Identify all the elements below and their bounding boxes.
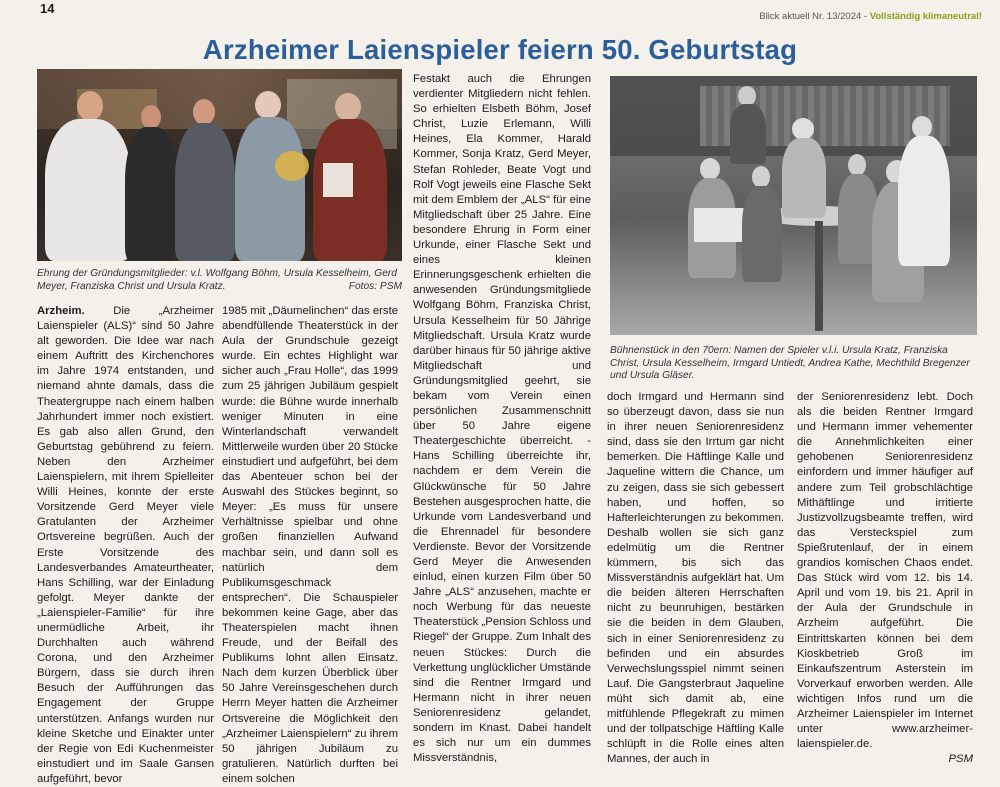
masthead-tagline: Vollständig klimaneutral! xyxy=(869,11,982,22)
page-number: 14 xyxy=(40,1,55,16)
photo-credit: Fotos: PSM xyxy=(348,280,402,292)
headline: Arzheimer Laienspieler feiern 50. Geburtstag xyxy=(202,34,798,65)
article-col1-text: Die „Arzheimer Laienspieler (ALS)“ sind 50 Jahre alt geworden. Die Idee war nach einem Auftritt des Kirchenchores im Jahre 1974 entstanden, und niemand ahnte damals, dass die Theatergruppe nach einem halben Jahrhundert immer noch existiert. Es gab also allen Grund, den Geburtstag gebührend zu feiern. Neben den Arzheimer Laienspielern, mit ihrem Spielleiter Willi Heines, konnte der erste Vorsitzende Gerd Meyer viele Gratulanten der Arzheimer Ortsvereine begrüßen. Auch der Erste Vorsitzende des Landesverbandes Amateurtheater, Hans Schilling, war der Einladung gefolgt. Meyer dankte der „Laienspieler-Familie“ für ihre unermüdliche Arbeit, ihr Durchhalten auch während Corona, und den Arzheimer Bürgern, dass sie durch ihren Besuch der Aufführungen das Engagement der Gruppe unterstützen. Anfangs wurden nur kleine Sketche und Einakter unter der Regie von Edi Kuchenmeister einstudiert und im Saale Gansen aufgeführt, bevor xyxy=(37,305,214,785)
article-column-1 xyxy=(37,304,214,787)
article-signoff: PSM xyxy=(948,753,973,766)
photo-founding-members xyxy=(37,69,402,261)
article-col4-text: doch Irmgard und Hermann sind so überzeugt davon, dass sie nun in ihrer neuen Seniorenresidenz sind, dass sie den Irrtum gar nicht bemerken. Die Häftlinge Kalle und Jaqueline wittern die Chance, um zu zeigen, dass sie sich gebessert haben, und hoffen, so Hafterleichterungen zu bekommen. Deshalb wollen sie sich ganz edelmütig um die Rentner kümmern, bis sich das Missverständnis aufgeklärt hat. Um die beiden älteren Herrschaften nicht zu beunruhigen, bestärken sie die beiden in dem Glauben, sich in einer Seniorenresidenz zu befinden und ein absurdes Verwechslungsspiel nimmt seinen Lauf. Die Gangsterbraut Jaqueline müht sich damit ab, eine mitfühlende Pflegekraft zu mimen und der tollpatschige Häftling Kalle schlüpft in die Rolle eines alten Mannes, der auch in xyxy=(607,391,784,766)
masthead xyxy=(759,11,982,22)
article-col5-text: der Seniorenresidenz lebt. Doch als die beiden Rentner Irmgard und Hermann immer vehementer die Annehmlichkeiten einer gehobenen Seniorenresidenz einfordern und immer häufiger auf andere zum Teil grobschlächtige Mithäftlinge und irritierte Justizvollzugsbeamte treffen, wird das Versteckspiel zum Spießrutenlauf, der in einem grandios komischen Chaos endet. Das Stück wird vom 12. bis 14. April und vom 19. bis 21. April in der Aula der Grundschule in Arzheim aufgeführt. Die Eintrittskarten können bei dem Kioskbetrieb Groß im Einkaufszentrum Asterstein im Vorverkauf erworben werden. Alle wichtigen Infos rund um die Arzheimer Laienspieler im Internet unter www.arzheimer-laienspieler.de. xyxy=(797,391,973,751)
photo-stage-70s xyxy=(610,76,977,335)
article-column-2 xyxy=(222,304,398,787)
article-column-5 xyxy=(797,390,973,767)
article-col2-text: 1985 mit „Däumelinchen“ das erste abendfüllende Theaterstück in der Aula der Grundschule gezeigt wurde. Ein echtes Highlight war sicher auch „Frau Holle“, das 1999 zum 25 jährigen Jubiläum gespielt wurde: die Bühne wurde innerhalb weniger Minuten in eine Winterlandschaft verwandelt Mittlerweile wurden über 20 Stücke einstudiert und aufgeführt, bei dem das Abenteuer schon bei der Auswahl des Stückes beginnt, so Meyer: „Es muss für unsere Verhältnisse spielbar und ohne großen finanziellen Aufwand machbar sein, und dann soll es natürlich dem Publikumsgeschmack entsprechen“. Die Schauspieler bekommen keine Gage, aber das Theaterspielen macht ihnen Freude, und der Beifall des Publikums lohnt allen Einsatz. Nach dem kurzen Überblick über 50 Jahre Vereinsgeschehen durch Herrn Meyer hatten die Arzheimer Ortsvereine die Möglichkeit den „Arzheimer Laienspielern“ zu ihrem 50 jährigen Jubiläum zu gratulieren. Natürlich durften bei einem solchen xyxy=(222,305,398,785)
article-lead: Arzheim. xyxy=(37,305,85,317)
article-column-4 xyxy=(607,390,784,767)
photo1-caption xyxy=(37,268,402,293)
masthead-issue: Blick aktuell Nr. 13/2024 - xyxy=(759,11,868,22)
article-column-3 xyxy=(413,72,591,766)
photo2-caption: Bühnenstück in den 70ern: Namen der Spieler v.l.i. Ursula Kratz, Franziska Christ, Ursula Kesselheim, Irmgard Untiedt, Andrea Kathe, Mechthild Bregenzer und Ursula Gläser. xyxy=(610,345,970,382)
photo1-caption-text: Ehrung der Gründungsmitglieder: v.l. Wolfgang Böhm, Ursula Kesselheim, Gerd Meyer, Franziska Christ und Ursula Kratz. xyxy=(37,268,397,292)
article-col3-text: Festakt auch die Ehrungen verdienter Mitgliedern nicht fehlen. So erhielten Elsbeth Böhm, Josef Christ, Luzie Erlemann, Willi Heines, Ela Kommer, Harald Kommer, Sonja Kratz, Gerd Meyer, Stefan Rohleder, Beate Vogt und Rolf Vogt jeweils eine Flasche Sekt mit dem Emblem der „ALS“ für eine Mitgliedschaft über 25 Jahre. Eine besondere Ehrung in Form einer Urkunde, einer Flasche Sekt und eines kleinen Erinnerungsgeschenk erhielten die anwesenden Gründungsmitgliede Wolfgang Böhm, Franziska Christ, Ursula Kesselheim für 50 Jährige Mitgliedschaft. Ursula Kratz wurde darüber hinaus für 50 jährige aktive Mitgliedschaft und Gründungsmitglied geehrt, sie bekam vom Verein einen persönlichen Zusammenschnitt über 50 Jahre eigene Theatergeschichte überreicht. - Hans Schilling überreichte ihr, nachdem er dem Verein die Glückwünsche für 50 Jahre Bestehen ausgesprochen hatte, die Urkunde vom Landesverband und die Ehrennadel für besondere Verdienste. Bevor der Vorsitzende Gerd Meyer die Anwesenden einlud, einen kurzen Film über 50 Jahre „ALS“ anzusehen, machte er noch Werbung für das neueste Theaterstück „Pension Schloss und Riegel“ der Gruppe. Zum Inhalt des neuen Stückes: Durch die Verkettung unglücklicher Umstände sind die Rentner Irmgard und Hermann nicht in ihrer neuen Seniorenresidenz gelandet, sondern im Knast. Dabei handelt es sich nur um ein dummes Missverständnis, xyxy=(413,73,591,765)
